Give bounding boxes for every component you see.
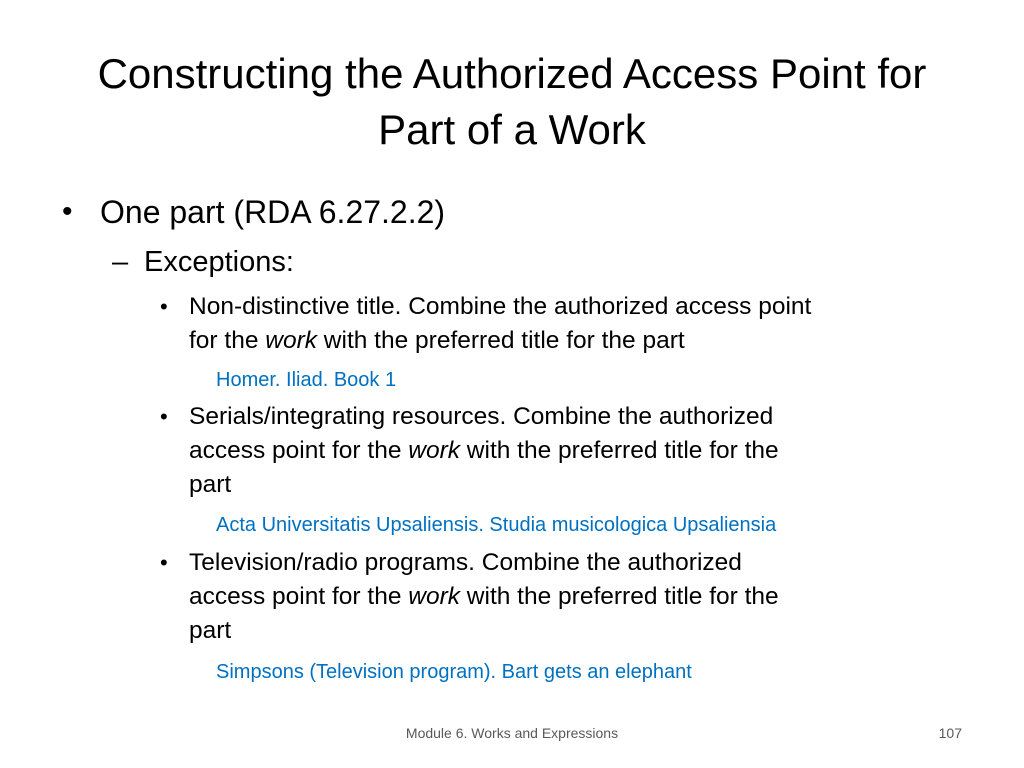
example-text: Acta Universitatis Upsaliensis. Studia musicologica Upsaliensia xyxy=(216,514,777,536)
exception-line-post: with the preferred title for the part xyxy=(317,327,685,354)
exception-line-em: work xyxy=(408,437,460,464)
bullet-level1-text: One part (RDA 6.27.2.2) xyxy=(100,194,446,230)
dash-icon: – xyxy=(112,246,129,278)
exception-text xyxy=(189,290,969,358)
exception-line-em: work xyxy=(265,327,317,354)
bullet-dot-icon: • xyxy=(160,294,168,319)
slide-title-line2: Part of a Work xyxy=(378,106,646,153)
bullet-dot-icon: • xyxy=(62,195,73,228)
slide-title-line1: Constructing the Authorized Access Point for xyxy=(97,50,927,97)
exception-line-pre: access point for the xyxy=(189,583,409,610)
exception-text xyxy=(189,546,969,648)
page-number: 107 xyxy=(938,725,962,741)
exception-line-post: with the preferred title for the xyxy=(460,583,779,610)
exception-line-em: work xyxy=(408,583,460,610)
exception-line-pre: access point for the xyxy=(189,437,409,464)
exception-line-pre: for the xyxy=(189,327,266,354)
exception-text xyxy=(189,400,969,502)
example-text: Simpsons (Television program). Bart gets an elephant xyxy=(216,661,692,683)
bullet-dot-icon: • xyxy=(160,550,168,575)
exception-line: Television/radio programs. Combine the authorized xyxy=(189,549,742,576)
exception-line: part xyxy=(189,471,232,498)
exception-line: part xyxy=(189,617,232,644)
bullet-dot-icon: • xyxy=(160,404,168,429)
example-text: Homer. Iliad. Book 1 xyxy=(216,369,397,391)
exception-line-post: with the preferred title for the xyxy=(460,437,779,464)
footer-module: Module 6. Works and Expressions xyxy=(405,725,619,741)
bullet-level2-text: Exceptions: xyxy=(144,246,294,278)
exception-line: Non-distinctive title. Combine the authorized access point xyxy=(189,293,812,320)
exception-line: Serials/integrating resources. Combine the authorized xyxy=(189,403,774,430)
